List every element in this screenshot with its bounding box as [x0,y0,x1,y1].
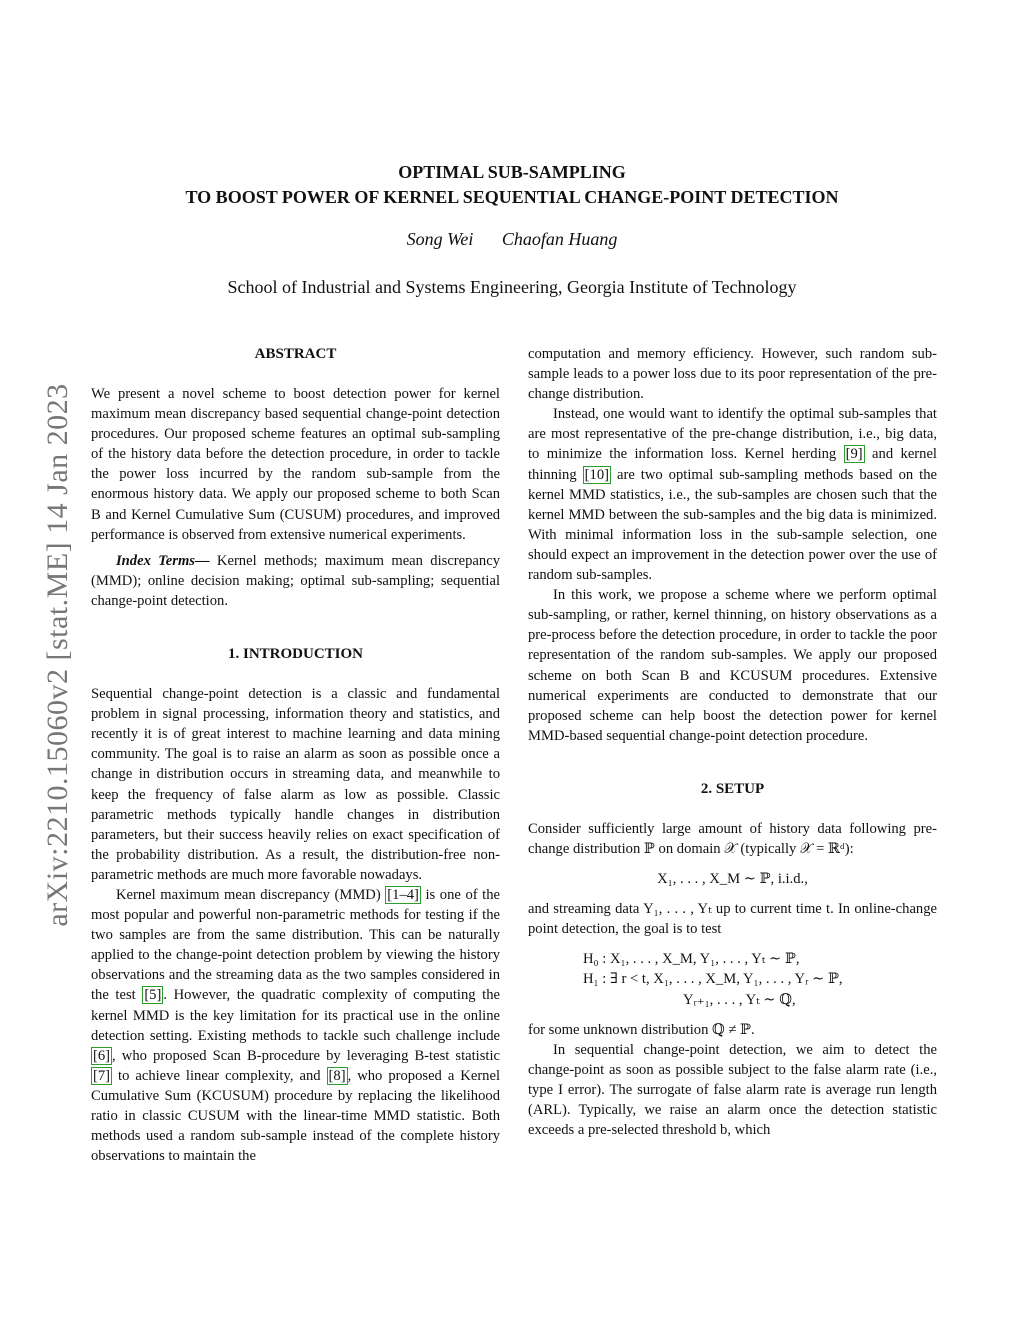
paper-title [0,160,1024,210]
index-terms-text: Kernel methods; maximum mean discrepancy (MMD); online decision making; optimal sub-sampling; sequential change-point detection. [91,552,500,609]
intro-paragraph-3: computation and memory efficiency. However, such random sub-sample leads to a power loss due to its poor representation of the pre-change distribution. [528,346,937,403]
authors [0,229,1024,250]
equation-hypotheses [583,949,937,1009]
right-column [528,344,937,1140]
section-1-heading: 1. INTRODUCTION [227,646,363,663]
author-2: Chaofan Huang [501,229,618,249]
citation-link[interactable]: [9] [845,446,863,463]
abstract-body: We present a novel scheme to boost detection power for kernel maximum mean discrepancy based sequential change-point detection procedures. Our proposed scheme features an optimal sub-sampling of the history data before the detection procedure, in order to tackle the power loss incurred by the random sub-sample from the enormous history data. We apply our proposed scheme to both Scan B and Kernel Cumulative Sum (CUSUM) procedures, and improved performance is observed from extensive numerical experiments. [91,386,500,543]
intro-paragraph-4: Instead, one would want to identify the optimal sub-samples that are most representative of the pre-change distribution, i.e., big data, to minimize the information loss. Kernel herding [9] and kernel thinning [10] are two optimal sub-sampling methods based on the kernel MMD statistics, i.e., the sub-samples are chosen such that the kernel MMD between the sub-samples and the big data is minimized. With minimal information loss in the sub-sample selection, one should expect an improvement in the detection power over the use of random sub-samples. [528,406,938,584]
index-terms [91,551,500,611]
arxiv-sidebar-stamp [38,355,78,955]
section-2-heading: 2. SETUP [700,780,765,797]
setup-paragraph-2: and streaming data Y₁, . . . , Yₜ up to current time t. In online-change point detection, the goal is to test [528,901,937,938]
setup-paragraph-4: In sequential change-point detection, we aim to detect the change-point as soon as possible subject to the false alarm rate (i.e., type I error). The surrogate of false alarm rate is average run length (ARL). Typically, we raise an alarm once the detection statistic exceeds a pre-selected threshold b, which [528,1041,937,1139]
affiliation: School of Industrial and Systems Engineering, Georgia Institute of Technology [227,277,797,297]
citation-link[interactable]: [8] [328,1067,346,1084]
hypothesis-h1-cont: Yᵣ₊₁, . . . , Yₜ ∼ ℚ, [683,991,796,1008]
author-1: Song Wei [406,229,474,249]
citation-link[interactable]: [6] [93,1047,111,1064]
hypothesis-h0: H₀ : X₁, . . . , X_M, Y₁, . . . , Yₜ ∼ ℙ, [583,951,800,968]
index-terms-label: Index Terms— [116,552,210,569]
equation-history-data: X₁, . . . , X_M ∼ ℙ, i.i.d., [657,871,808,888]
citation-link[interactable]: [1–4] [387,886,419,903]
intro-paragraph-2: Kernel maximum mean discrepancy (MMD) [1–4] is one of the most popular and powerful non-parametric methods for testing if the two samples are from the same distribution. This can be naturally applied to the change-point detection problem by viewing the history observations and the streaming data as the two samples considered in the test [5] . However, the quadratic complexity of computing the kernel MMD is the key limitation for its practical use in the online detection setting. Existing methods to tackle such challenge include [6] , who proposed Scan B-procedure by leveraging B-test statistic [7] to achieve linear complexity, and [8] , who proposed a Kernel Cumulative Sum (KCUSUM) procedure by replacing the likelihood ratio in classic CUSUM with the linear-time MMD statistic. Both methods used a random sub-sample instead of the complete history observations to maintain the [91,886,501,1165]
setup-paragraph-1: Consider sufficiently large amount of history data following pre-change distribution ℙ on domain 𝒳 (typically 𝒳 = ℝᵈ): [528,820,937,857]
hypothesis-h1: H₁ : ∃ r < t, X₁, . . . , X_M, Y₁, . . . , Yᵣ ∼ ℙ, [583,971,843,988]
setup-paragraph-3: for some unknown distribution ℚ ≠ ℙ. [528,1021,755,1038]
left-column [91,344,500,1166]
abstract-heading: ABSTRACT [254,346,337,362]
citation-link[interactable]: [5] [144,987,162,1004]
title-line-1: OPTIMAL SUB-SAMPLING [398,162,626,182]
citation-link[interactable]: [10] [584,466,609,483]
citation-link[interactable]: [7] [93,1067,111,1084]
intro-paragraph-5: In this work, we propose a scheme where we perform optimal sub-sampling, or rather, kernel thinning, on history observations as a pre-process before the detection procedure, in order to tackle the poor representation of the random sub-samples. We apply our proposed scheme on both Scan B and KCUSUM procedures. Extensive numerical experiments are conducted to demonstrate that our proposed scheme can help boost the detection power for kernel MMD-based sequential change-point detection procedure. [528,587,937,744]
title-line-2: TO BOOST POWER OF KERNEL SEQUENTIAL CHANGE-POINT DETECTION [185,187,839,207]
intro-paragraph-1: Sequential change-point detection is a classic and fundamental problem in signal processing, information theory and statistics, and recently it is of great interest to machine learning and data mining community. The goal is to raise an alarm as soon as possible once a change in distribution occurs in streaming data, and meanwhile to keep the frequency of false alarm as low as possible. Classic parametric methods typically handle changes in distribution parameters, but their success heavily relies on exact specification of the probability distribution. As a result, the distribution-free non-parametric methods are much more favorable nowadays. [91,686,500,883]
arxiv-id: arXiv:2210.15060v2 [stat.ME] 14 Jan 2023 [41,383,74,927]
